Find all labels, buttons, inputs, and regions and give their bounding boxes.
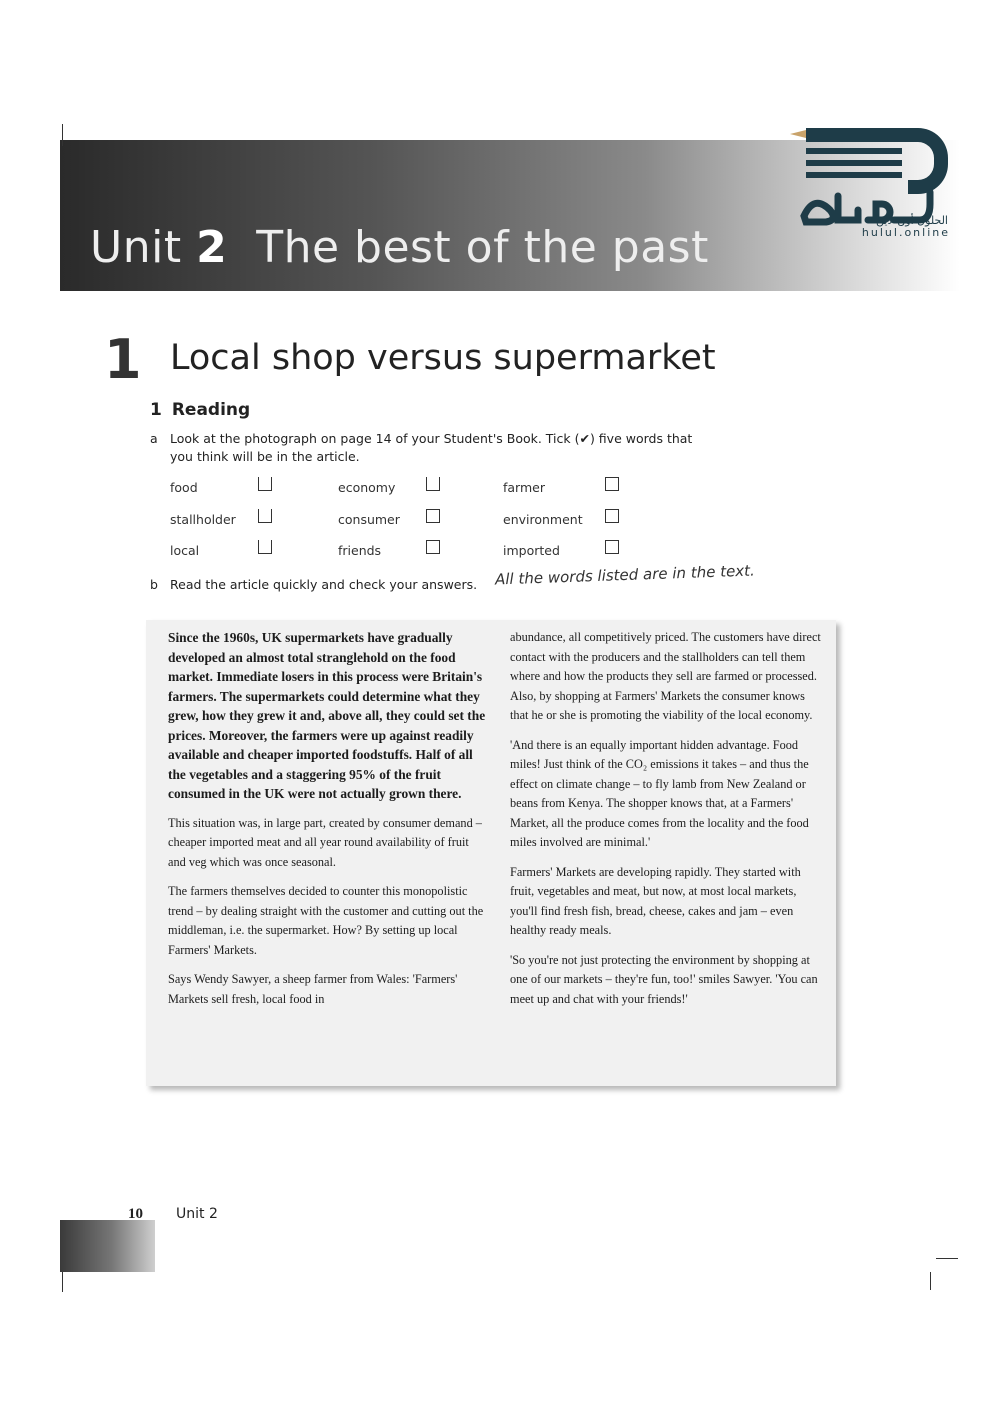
reading-heading: 1 Reading bbox=[150, 400, 251, 420]
footer-unit-label: Unit 2 bbox=[176, 1206, 218, 1222]
article-left-column bbox=[168, 628, 486, 1019]
tick-box-imported[interactable] bbox=[605, 540, 619, 554]
article-paragraph: Farmers' Markets are developing rapidly. They started with fruit, vegetables and meat, but now, at most local markets, you'll find fresh fish, bread, cheese, cakes and jam – even healthy ready meals. bbox=[510, 864, 801, 937]
article-box bbox=[146, 620, 836, 1086]
question-b-letter: b bbox=[150, 577, 158, 592]
crop-mark bbox=[62, 124, 63, 146]
handwritten-note: All the words listed are in the text. bbox=[494, 561, 756, 589]
question-a-letter: a bbox=[150, 431, 158, 446]
logo-url-text: hulul.online bbox=[861, 226, 950, 239]
article-right-column bbox=[510, 628, 826, 1019]
word-food: food bbox=[170, 480, 198, 495]
article-paragraph: The farmers themselves decided to counter this monopolistic trend – by dealing straight with the customer and cutting out the middleman, i.e. the supermarket. How? By setting up local Farmers' Markets. bbox=[168, 884, 484, 957]
article-paragraph: abundance, all competitively priced. The customers have direct contact with the producers and the stallholders can tell them where and how the products they sell are farmed or processed. Also, by shopping at Farmers' Markets the consumer knows that he or she is promoting the viability of the local economy. bbox=[510, 630, 821, 722]
question-a-text: Look at the photograph on page 14 of your Student's Book. Tick (✔) five words that you think will be in the article. bbox=[170, 431, 693, 464]
tick-box-consumer[interactable] bbox=[426, 509, 440, 523]
tick-box-environment[interactable] bbox=[605, 509, 619, 523]
word-local: local bbox=[170, 543, 200, 558]
article-paragraph: 'And there is an equally important hidden advantage. Food miles! Just think of the CO₂ emissions it takes – and thus the effect on climate change – to fly lamb from New Zealand or beans from Kenya. The shopper knows that, at a Farmers' Market, all the produce comes from the locality and the food miles involved are minimal.' bbox=[510, 737, 809, 849]
word-imported: imported bbox=[503, 543, 560, 558]
word-economy: economy bbox=[338, 480, 396, 495]
word-consumer: consumer bbox=[338, 512, 400, 527]
crop-mark bbox=[930, 1272, 931, 1290]
logo-arabic-text: الحلول أون لاين bbox=[876, 214, 948, 227]
word-environment: environment bbox=[503, 512, 583, 527]
word-farmer: farmer bbox=[503, 480, 545, 495]
footer-gradient-block bbox=[60, 1220, 155, 1272]
article-paragraph: 'So you're not just protecting the environment by shopping at one of our markets – they're fun, too!' smiles Sawyer. 'You can meet up and chat with your friends!' bbox=[510, 952, 818, 1006]
tick-box-food[interactable] bbox=[258, 477, 272, 491]
question-b bbox=[150, 576, 500, 594]
tick-box-economy[interactable] bbox=[426, 477, 440, 491]
tick-box-friends[interactable] bbox=[426, 540, 440, 554]
word-friends: friends bbox=[338, 543, 382, 558]
section-title: Local shop versus supermarket bbox=[170, 338, 716, 378]
article-paragraph: This situation was, in large part, created by consumer demand – cheaper imported meat and all year round availability of fruit and veg which was once seasonal. bbox=[168, 815, 482, 869]
crop-mark bbox=[62, 1272, 63, 1292]
section-number: 1 bbox=[104, 328, 142, 391]
article-paragraph: Since the 1960s, UK supermarkets have gradually developed an almost total stranglehold on the food market. Immediate losers in this process were Britain's farmers. The supermarkets could determine what they grew, how they grew it and, above all, they could set the prices. Moreover, the farmers were up against readily available and cheaper imported foodstuffs. Half of all the vegetables and a staggering 95% of the fruit consumed in the UK were not actually grown there. bbox=[168, 630, 486, 801]
tick-box-stallholder[interactable] bbox=[258, 509, 272, 523]
unit-title: Unit 2 The best of the past bbox=[90, 222, 709, 273]
page-number: 10 bbox=[128, 1206, 143, 1222]
question-a bbox=[150, 430, 710, 466]
question-b-text: Read the article quickly and check your answers. bbox=[170, 577, 478, 592]
word-stallholder: stallholder bbox=[170, 512, 236, 527]
article-paragraph: Says Wendy Sawyer, a sheep farmer from Wales: 'Farmers' Markets sell fresh, local food in bbox=[168, 972, 458, 1006]
tick-box-farmer[interactable] bbox=[605, 477, 619, 491]
crop-mark bbox=[936, 1258, 958, 1259]
tick-box-local[interactable] bbox=[258, 540, 272, 554]
